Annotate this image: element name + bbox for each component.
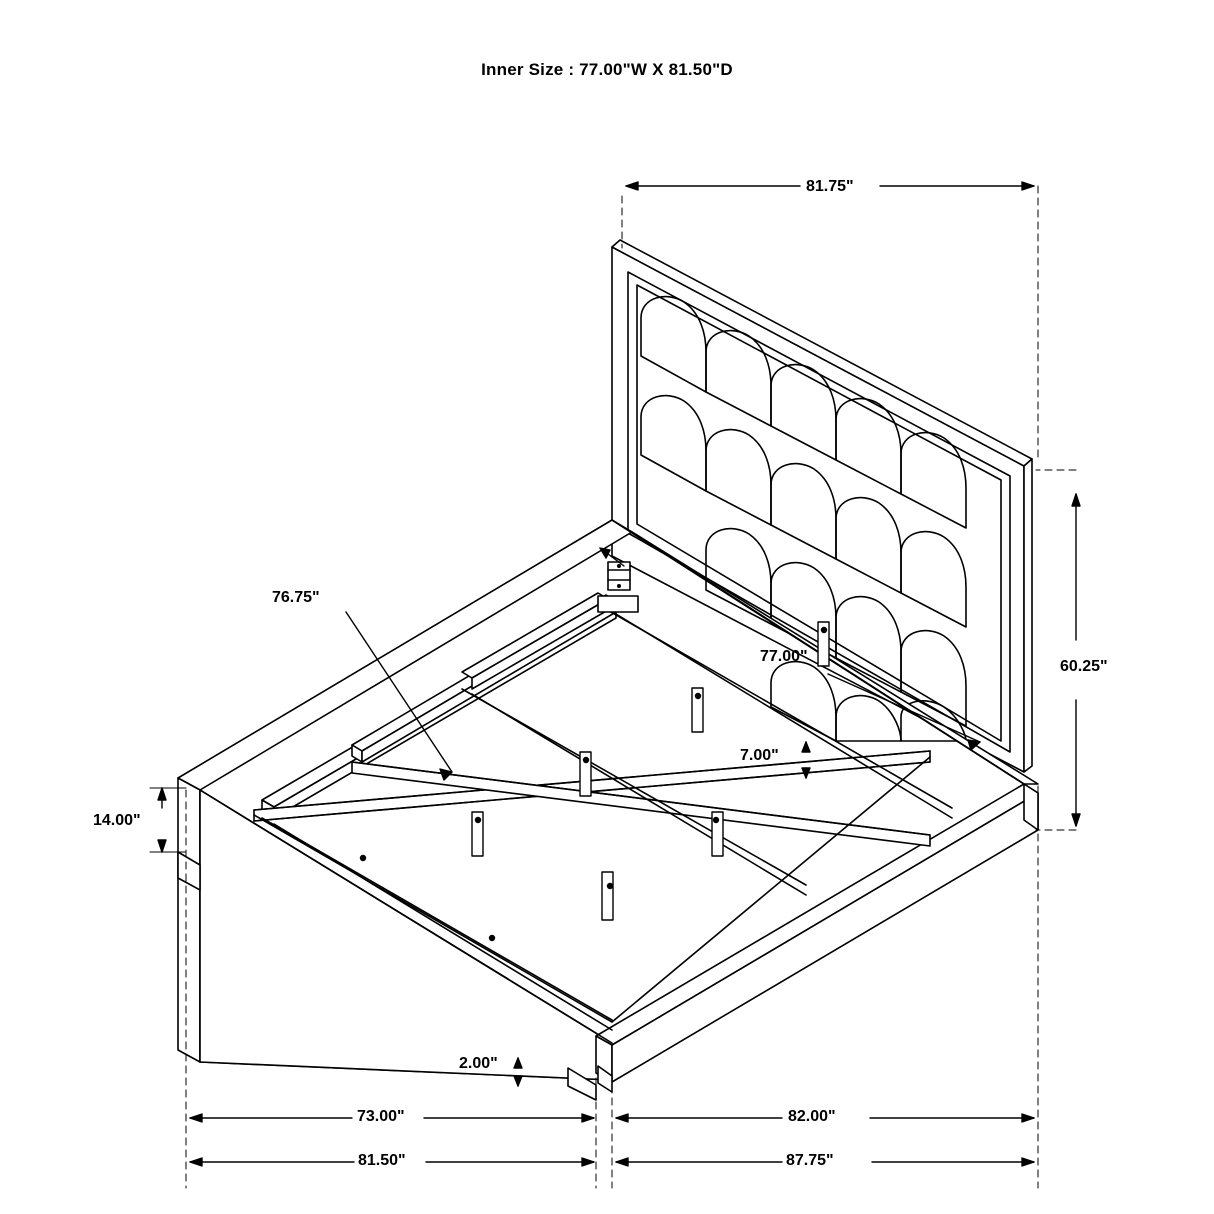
page-title: Inner Size : 77.00"W X 81.50"D — [481, 60, 733, 79]
dimension-label-slat-height: 7.00" — [740, 747, 779, 764]
dimension-label-rail-height: 14.00" — [93, 812, 141, 829]
dimension-label-side-depth-left: 73.00" — [357, 1108, 405, 1125]
dimension-label-slat-length: 76.75" — [272, 589, 320, 606]
dimension-label-inner-width: 77.00" — [760, 648, 808, 665]
dimension-label-foot-clearance: 2.00" — [459, 1055, 498, 1072]
dimension-label-headboard-height: 60.25" — [1060, 658, 1108, 675]
dimension-label-headboard-width: 81.75" — [806, 178, 854, 195]
dimension-label-overall-right: 87.75" — [786, 1152, 834, 1169]
dimension-label-side-depth-right: 82.00" — [788, 1108, 836, 1125]
dimension-label-overall-left: 81.50" — [358, 1152, 406, 1169]
